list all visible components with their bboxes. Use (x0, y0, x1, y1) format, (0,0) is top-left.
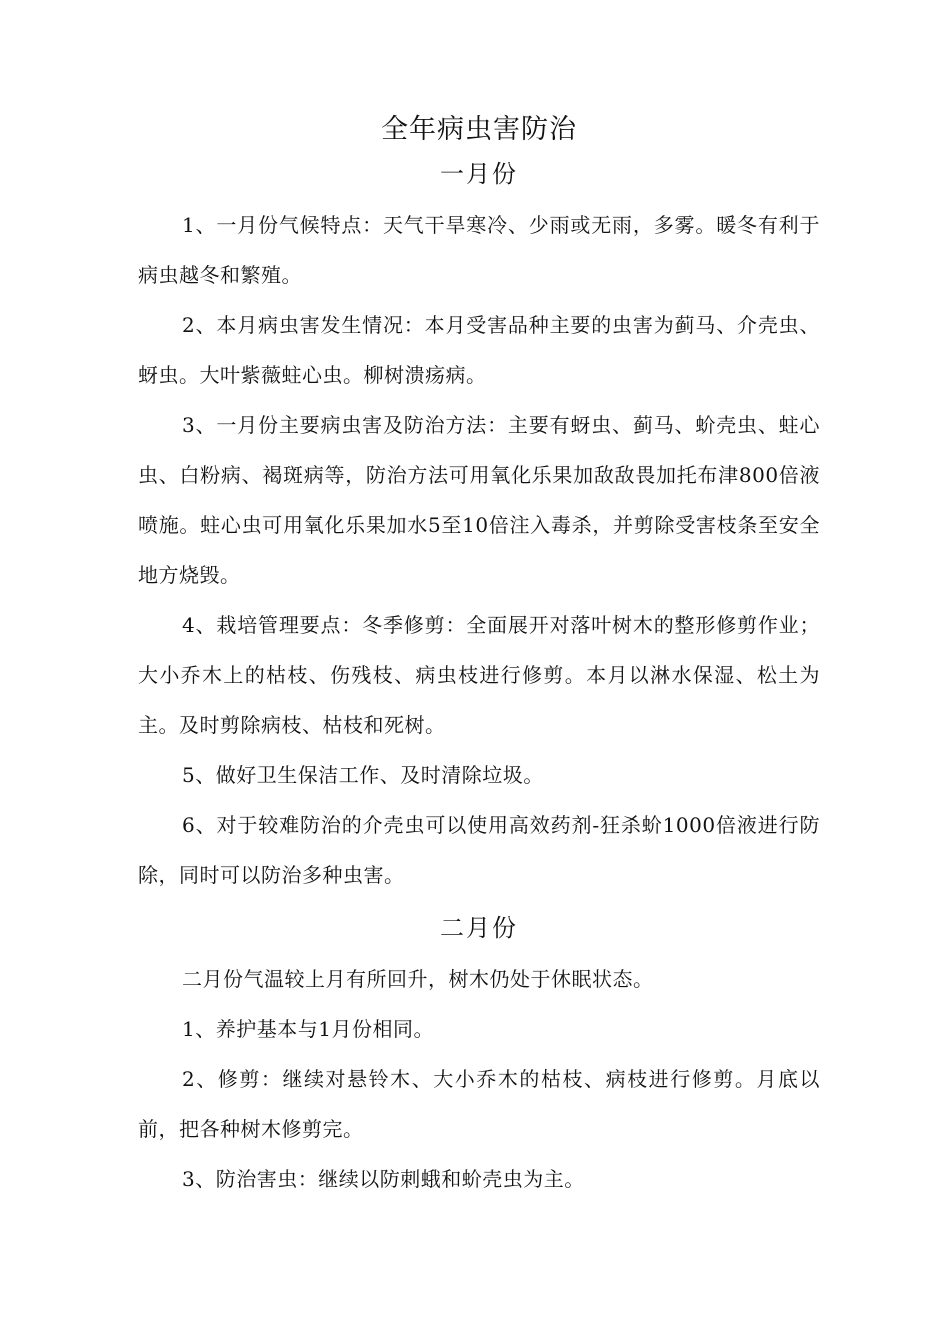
section-january (138, 156, 820, 900)
paragraph: 二月份气温较上月有所回升，树木仍处于休眠状态。 (182, 967, 654, 991)
section-gap (138, 900, 820, 906)
paragraph: 3、防治害虫：继续以防刺蛾和蚧壳虫为主。 (182, 1167, 585, 1191)
paragraph: 2、本月病虫害发生情况：本月受害品种主要的虫害为蓟马、介壳虫、蚜虫。大叶紫薇蛀心虫。柳树溃疡病。 (138, 313, 820, 387)
paragraph: 3、一月份主要病虫害及防治方法：主要有蚜虫、蓟马、蚧壳虫、蛀心虫、白粉病、褐斑病等，防治方法可用氧化乐果加敌敌畏加托布津800倍液喷施。蛀心虫可用氧化乐果加水5至10倍注入毒杀，并剪除受害枝条至安全地方烧毁。 (138, 413, 820, 587)
paragraph: 5、做好卫生保洁工作、及时清除垃圾。 (182, 763, 544, 787)
section-heading: 一月份 (440, 160, 518, 188)
document-title: 全年病虫害防治 (381, 114, 577, 145)
paragraph: 1、一月份气候特点：天气干旱寒冷、少雨或无雨，多雾。暖冬有利于病虫越冬和繁殖。 (138, 213, 820, 287)
section-heading: 二月份 (440, 914, 518, 942)
paragraph: 2、修剪：继续对悬铃木、大小乔木的枯枝、病枝进行修剪。月底以前，把各种树木修剪完。 (138, 1067, 820, 1141)
paragraph: 1、养护基本与1月份相同。 (182, 1017, 434, 1041)
paragraph: 6、对于较难防治的介壳虫可以使用高效药剂-狂杀蚧1000倍液进行防除，同时可以防治多种虫害。 (138, 813, 820, 887)
section-february (138, 910, 820, 1204)
paragraph: 4、栽培管理要点：冬季修剪：全面展开对落叶树木的整形修剪作业；大小乔木上的枯枝、伤残枝、病虫枝进行修剪。本月以淋水保湿、松土为主。及时剪除病枝、枯枝和死树。 (138, 613, 820, 737)
document-page (138, 110, 820, 1204)
